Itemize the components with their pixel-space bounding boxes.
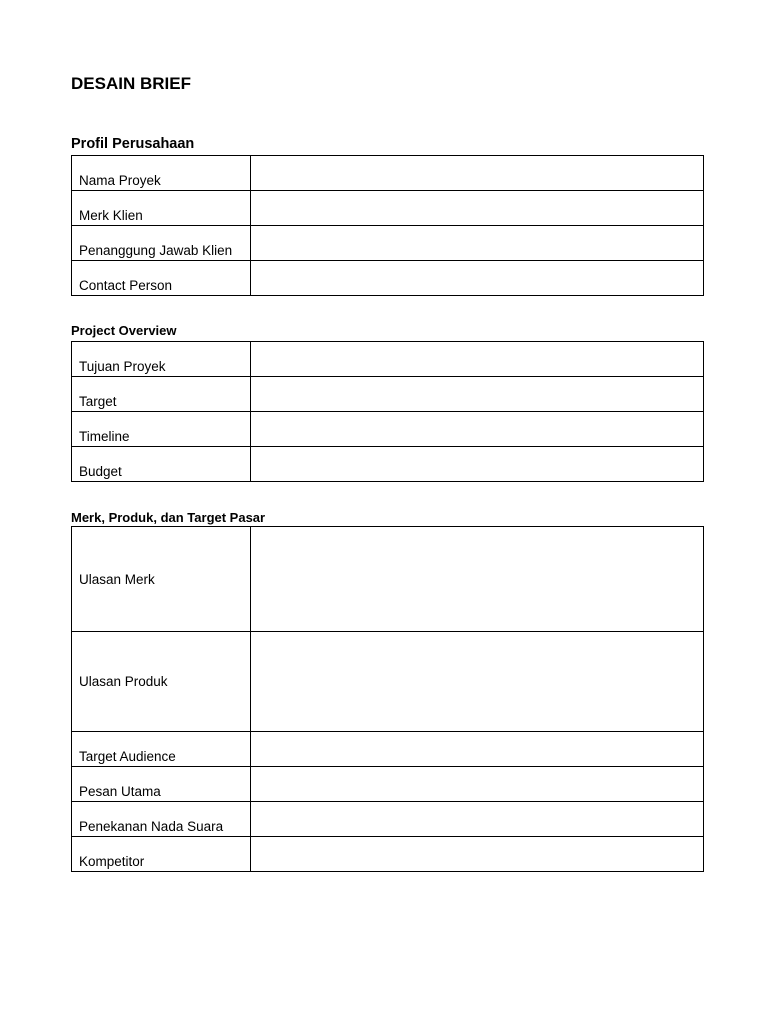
table-row [72, 342, 704, 377]
table-row [72, 412, 704, 447]
row-label: Tujuan Proyek [72, 342, 251, 377]
value-cell-merk-klien[interactable] [251, 191, 704, 226]
value-cell-kompetitor[interactable] [251, 837, 704, 872]
table-row [72, 802, 704, 837]
value-cell-timeline[interactable] [251, 412, 704, 447]
value-cell-penekanan-nada-suara[interactable] [251, 802, 704, 837]
value-cell-target[interactable] [251, 377, 704, 412]
value-cell-contact-person[interactable] [251, 261, 704, 296]
section-title-merk-produk-target-pasar: Merk, Produk, dan Target Pasar [71, 510, 266, 525]
table-row [72, 767, 704, 802]
row-label: Budget [72, 447, 251, 482]
value-cell-penanggung-jawab-klien[interactable] [251, 226, 704, 261]
table-row [72, 447, 704, 482]
value-cell-tujuan-proyek[interactable] [251, 342, 704, 377]
value-cell-ulasan-produk[interactable] [251, 632, 704, 732]
row-label: Kompetitor [72, 837, 251, 872]
section-title-profil-perusahaan: Profil Perusahaan [71, 136, 195, 152]
row-label: Pesan Utama [72, 767, 251, 802]
table-row [72, 837, 704, 872]
table-project-overview [71, 341, 704, 482]
table-row [72, 377, 704, 412]
table-row [72, 226, 704, 261]
table-row [72, 191, 704, 226]
row-label: Ulasan Produk [72, 632, 251, 732]
row-label: Penanggung Jawab Klien [72, 226, 251, 261]
row-label: Nama Proyek [72, 156, 251, 191]
table-row [72, 261, 704, 296]
table-row [72, 732, 704, 767]
section-title-project-overview: Project Overview [71, 323, 177, 338]
value-cell-pesan-utama[interactable] [251, 767, 704, 802]
value-cell-budget[interactable] [251, 447, 704, 482]
table-profil-perusahaan [71, 155, 704, 296]
table-row [72, 632, 704, 732]
value-cell-nama-proyek[interactable] [251, 156, 704, 191]
row-label: Ulasan Merk [72, 527, 251, 632]
row-label: Penekanan Nada Suara [72, 802, 251, 837]
table-row [72, 156, 704, 191]
value-cell-target-audience[interactable] [251, 732, 704, 767]
row-label: Timeline [72, 412, 251, 447]
value-cell-ulasan-merk[interactable] [251, 527, 704, 632]
row-label: Contact Person [72, 261, 251, 296]
row-label: Target [72, 377, 251, 412]
table-row [72, 527, 704, 632]
table-merk-produk-target-pasar [71, 526, 704, 872]
row-label: Target Audience [72, 732, 251, 767]
document-title: DESAIN BRIEF [71, 74, 191, 93]
row-label: Merk Klien [72, 191, 251, 226]
